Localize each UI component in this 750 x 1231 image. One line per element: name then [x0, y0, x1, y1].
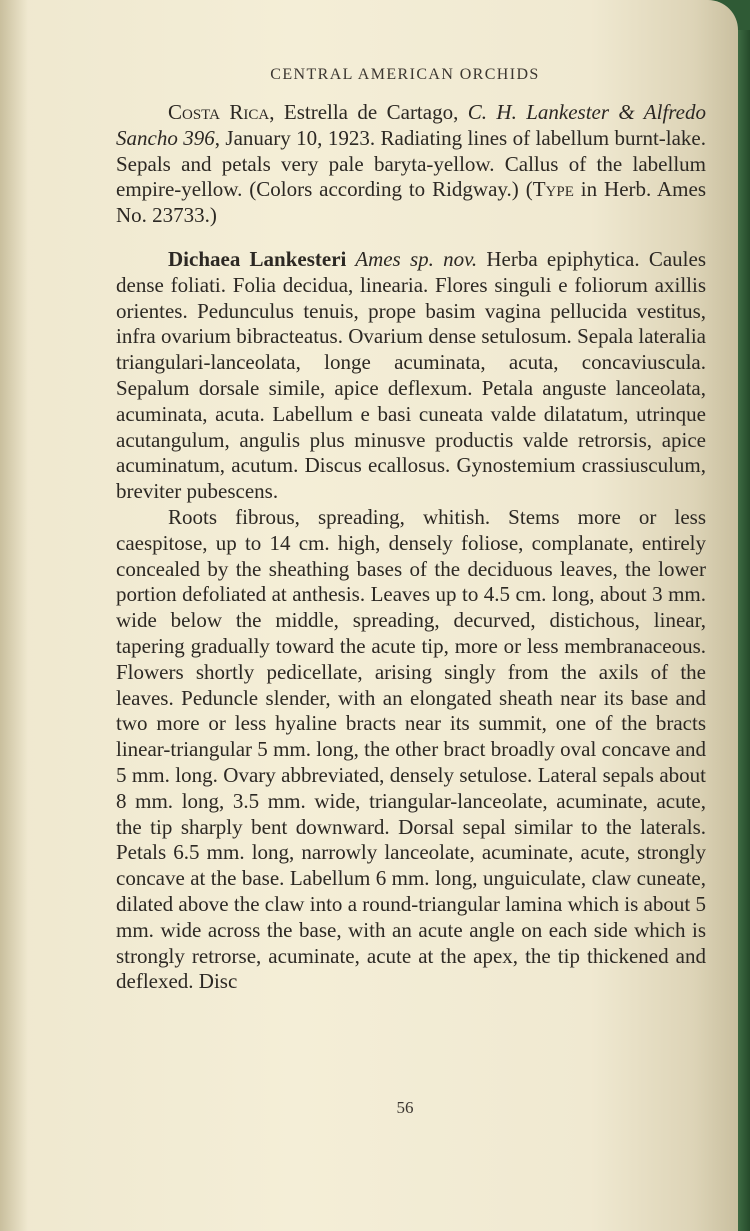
page-body	[116, 100, 706, 995]
paragraph-gap	[116, 229, 706, 247]
species-authority: Ames sp. nov.	[346, 246, 478, 271]
locality-site: , Estrella de Cartago,	[269, 100, 468, 124]
description-paragraph: Roots fibrous, spreading, whitish. Stems more or less caespitose, up to 14 cm. high, densely foliose, complanate, entirely concealed by the sheathing bases of the deciduous leaves, the lower portion defoliated at anthesis. Leaves up to 4.5 cm. long, about 3 mm. wide below the middle, spreading, decurved, distichous, linear, tapering gradually toward the acute tip, more or less membranaceous. Flowers shortly pedicellate, arising singly from the axils of the leaves. Peduncle slender, with an elongated sheath near its base and two more or less hyaline bracts near its summit, one of the bracts linear-triangular 5 mm. long, the other bract broadly oval concave and 5 mm. long. Ovary abbreviated, densely setulose. Lateral sepals about 8 mm. long, 3.5 mm. wide, triangular-lanceolate, acuminate, acute, the tip sharply bent downward. Dorsal sepal similar to the laterals. Petals 6.5 mm. long, narrowly lanceolate, acuminate, acute, strongly concave at the base. Labellum 6 mm. long, unguiculate, claw cuneate, dilated above the claw into a round-triangular lamina which is about 5 mm. wide across the base, with an acute angle on each side which is strongly retrorse, acuminate, acute at the apex, the tip thickened and deflexed. Disc	[116, 504, 706, 994]
running-head: CENTRAL AMERICAN ORCHIDS	[270, 66, 540, 83]
herbarium-reference: in Herb. Ames No. 23733.)	[116, 177, 706, 228]
collector-citation: C. H. Lankester & Alfredo Sancho 396	[116, 100, 706, 150]
book-cover-edge	[738, 30, 750, 1231]
type-word: Type	[532, 177, 574, 202]
locality-name: Costa Rica	[168, 100, 270, 124]
locality-paragraph	[116, 100, 706, 229]
page-gutter-shadow	[0, 0, 28, 1231]
species-diagnosis-paragraph	[116, 247, 706, 505]
latin-diagnosis: Herba epiphytica. Caules dense foliati. Folia decidua, linearia. Flores singuli e foliorum axillis orientes. Pedunculus tenuis, prope basim vagina pellucida vestitus, infra ovarium bibracteatus. Ovarium dense setulosum. Sepala lateralia triangulari-lanceolata, longe acuminata, acuta, concaviuscula. Sepalum dorsale simile, apice deflexum. Petala anguste lanceolata, acuminata, acuta. Labellum e basi cuneata valde dilatatum, utrinque acutangulum, angulis plus minusve productis valde retrorsis, apice acuminatum, acutum. Discus ecallosus. Gynostemium crassiusculum, breviter pubescens.	[116, 246, 707, 504]
page-number: 56	[396, 1098, 414, 1117]
species-name: Dichaea Lankesteri	[168, 246, 347, 271]
collection-notes: , January 10, 1923. Radiating lines of labellum burnt-lake. Sepals and petals very pale baryta-yellow. Callus of the labellum empire-yellow. (Colors according to Ridgway.) (	[116, 125, 707, 202]
